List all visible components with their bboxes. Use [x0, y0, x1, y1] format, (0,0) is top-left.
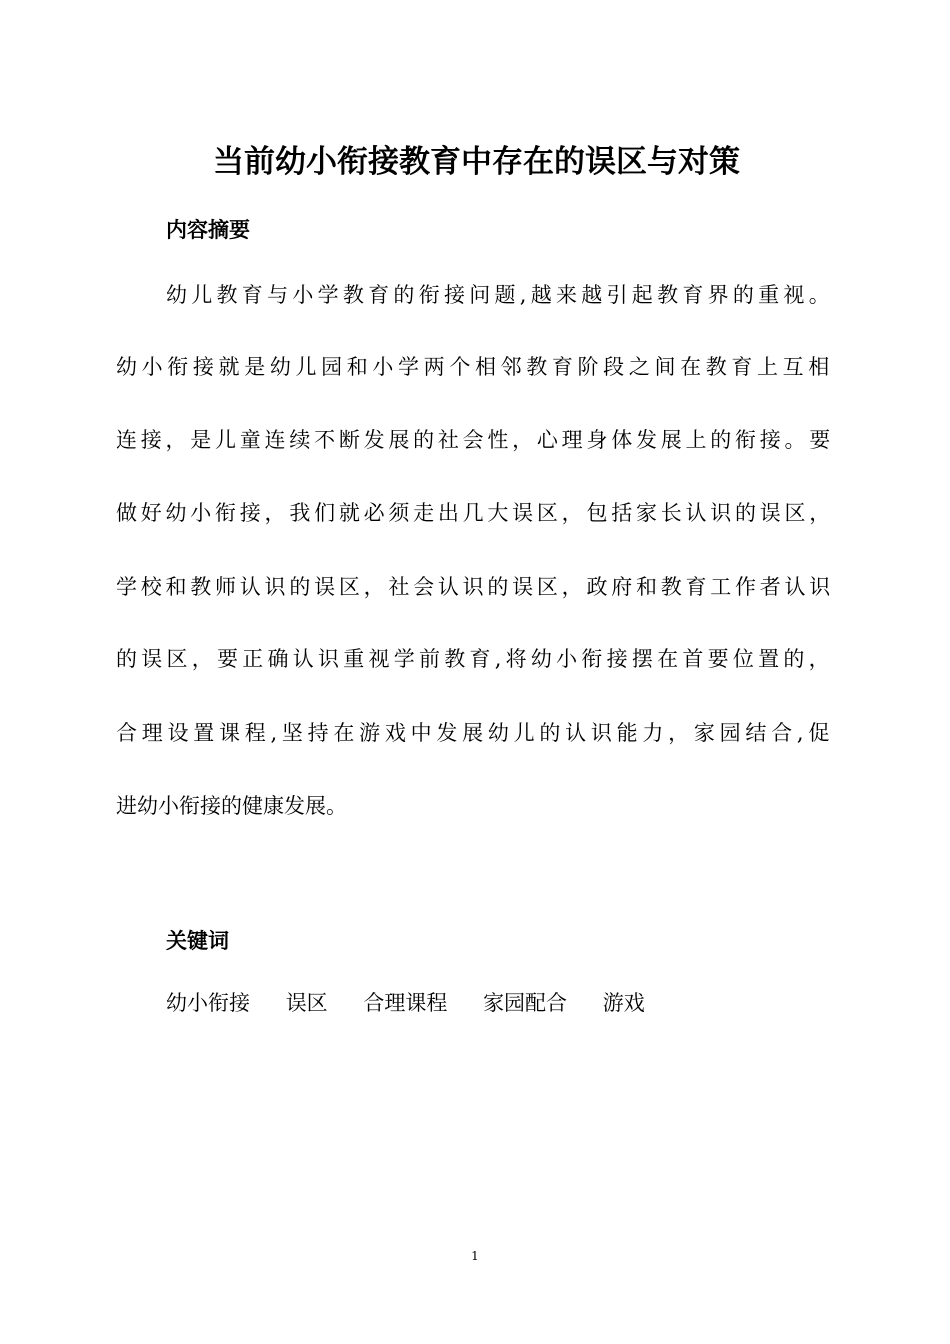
document-title: 当前幼小衔接教育中存在的误区与对策 [213, 144, 740, 180]
keyword: 游戏 [602, 991, 645, 1015]
keywords-heading: 关键词 [166, 929, 229, 953]
page-number: 1 [471, 1249, 479, 1263]
abstract-line: 学校和教师认识的误区，社会认识的误区，政府和教育工作者认识 [116, 575, 835, 599]
abstract-line: 做好幼小衔接，我们就必须走出几大误区，包括家长认识的误区， [116, 501, 835, 525]
keywords-list [166, 988, 645, 1018]
abstract-line: 幼小衔接就是幼儿园和小学两个相邻教育阶段之间在教育上互相 [116, 355, 834, 379]
keyword: 合理课程 [363, 991, 448, 1015]
abstract-heading: 内容摘要 [166, 218, 250, 242]
abstract-line: 的误区，要正确认识重视学前教育,将幼小衔接摆在首要位置的， [116, 647, 834, 671]
abstract-line: 连接，是儿童连续不断发展的社会性，心理身体发展上的衔接。要 [116, 428, 835, 452]
keyword: 家园配合 [483, 991, 568, 1015]
abstract-line: 幼儿教育与小学教育的衔接问题,越来越引起教育界的重视。 [166, 283, 834, 307]
abstract-line: 进幼小衔接的健康发展。 [116, 794, 347, 818]
abstract-line: 合理设置课程,坚持在游戏中发展幼儿的认识能力，家园结合,促 [116, 721, 835, 745]
keyword: 幼小衔接 [166, 991, 250, 1015]
keyword: 误区 [285, 991, 328, 1015]
